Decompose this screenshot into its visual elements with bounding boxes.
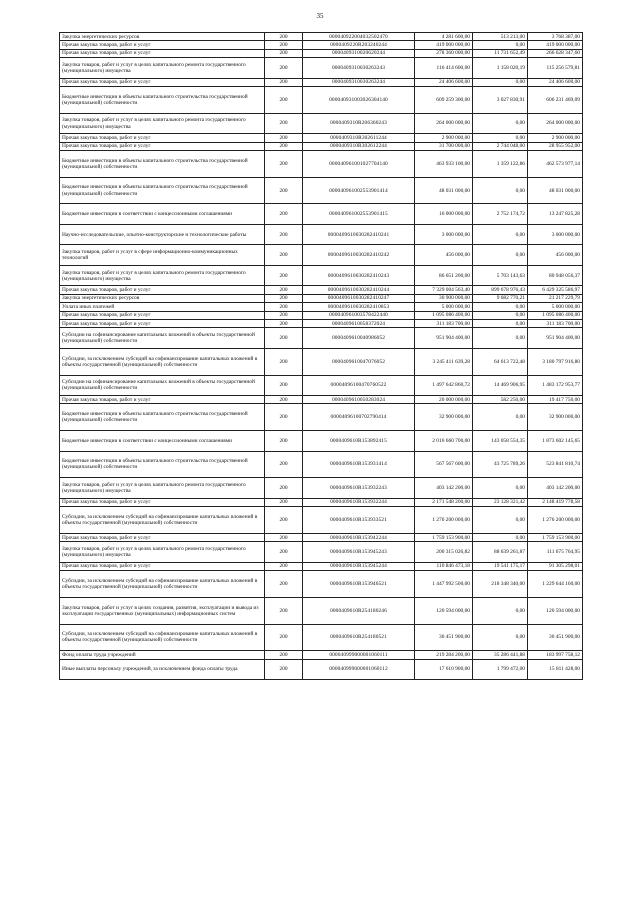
- expense-name-cell: Закупка энергетических ресурсов: [60, 33, 265, 41]
- approved-amount-cell: 567 567 600,00: [415, 451, 473, 478]
- budget-classification-code-cell: 0000409610030282410243: [303, 265, 415, 286]
- table-row: [60, 78, 583, 86]
- remaining-amount-cell: 80 948 056,37: [528, 265, 583, 286]
- executed-amount-cell: 2 752 174,72: [473, 204, 528, 225]
- approved-amount-cell: 1 276 200 000,00: [415, 507, 473, 534]
- budget-classification-code-cell: 0000409610R153945244: [303, 562, 415, 570]
- approved-amount-cell: 219 284 200,00: [415, 651, 473, 659]
- executed-amount-cell: 9 682 770,21: [473, 294, 528, 302]
- table-row: [60, 542, 583, 563]
- budget-classification-code-cell: 000040961002553901414: [303, 177, 415, 204]
- table-row: [60, 533, 583, 541]
- remaining-amount-cell: 183 997 758,12: [528, 651, 583, 659]
- table-row: [60, 507, 583, 534]
- line-code-cell: 200: [265, 375, 303, 396]
- approved-amount-cell: 7 329 004 563,40: [415, 286, 473, 294]
- remaining-amount-cell: 28 955 952,00: [528, 142, 583, 150]
- remaining-amount-cell: 1 095 086 400,00: [528, 311, 583, 319]
- line-code-cell: 200: [265, 265, 303, 286]
- expense-name-cell: Прочая закупка товаров, работ и услуг: [60, 311, 265, 319]
- budget-classification-code-cell: 0000409310030263244: [303, 78, 415, 86]
- remaining-amount-cell: 3 768 387,00: [528, 33, 583, 41]
- remaining-amount-cell: 5 000 000,00: [528, 303, 583, 311]
- remaining-amount-cell: 6 429 325 586,97: [528, 286, 583, 294]
- line-code-cell: 200: [265, 498, 303, 506]
- approved-amount-cell: 456 000,00: [415, 245, 473, 266]
- budget-classification-code-cell: 0000409610R153933521: [303, 507, 415, 534]
- approved-amount-cell: 48 031 000,00: [415, 177, 473, 204]
- line-code-cell: 200: [265, 142, 303, 150]
- budget-classification-code-cell: 0000409610R153931414: [303, 451, 415, 478]
- budget-classification-code-cell: 0000409610040986052: [303, 328, 415, 349]
- expense-name-cell: Бюджетные инвестиции в объекты капитального строительства государственной (муниципальной) собственности: [60, 87, 265, 114]
- budget-classification-code-cell: 0000409610R153945243: [303, 542, 415, 563]
- line-code-cell: 200: [265, 49, 303, 57]
- expense-name-cell: Бюджетные инвестиции в соответствии с концессионными соглашениями: [60, 204, 265, 225]
- remaining-amount-cell: 523 841 810,74: [528, 451, 583, 478]
- remaining-amount-cell: 311 183 700,00: [528, 319, 583, 327]
- approved-amount-cell: 110 846 473,18: [415, 562, 473, 570]
- table-body: [60, 33, 583, 680]
- remaining-amount-cell: 2 148 419 778,58: [528, 498, 583, 506]
- budget-classification-code-cell: 0000409610R254180246: [303, 597, 415, 624]
- executed-amount-cell: 5 703 143,63: [473, 265, 528, 286]
- expense-name-cell: Бюджетные инвестиции в объекты капитального строительства государственной (муниципальной) собственности: [60, 177, 265, 204]
- approved-amount-cell: 609 259 300,00: [415, 87, 473, 114]
- expense-name-cell: Субсидии, за исключением субсидий на софинансирование капитальных вложений в объекты государственной (муниципальной) собственности: [60, 348, 265, 375]
- approved-amount-cell: 32 900 000,00: [415, 404, 473, 431]
- executed-amount-cell: 3 027 830,91: [473, 87, 528, 114]
- expense-name-cell: Прочая закупка товаров, работ и услуг: [60, 562, 265, 570]
- line-code-cell: 200: [265, 294, 303, 302]
- executed-amount-cell: 0,00: [473, 319, 528, 327]
- remaining-amount-cell: 32 900 000,00: [528, 404, 583, 431]
- table-row: [60, 404, 583, 431]
- table-row: [60, 204, 583, 225]
- executed-amount-cell: 0,00: [473, 113, 528, 134]
- line-code-cell: 200: [265, 224, 303, 245]
- approved-amount-cell: 463 933 100,00: [415, 151, 473, 178]
- table-row: [60, 597, 583, 624]
- executed-amount-cell: 0,00: [473, 533, 528, 541]
- budget-classification-code-cell: 0000409610030282410244: [303, 286, 415, 294]
- executed-amount-cell: 0,00: [473, 134, 528, 142]
- approved-amount-cell: 1 447 992 500,00: [415, 571, 473, 598]
- executed-amount-cell: 0,00: [473, 78, 528, 86]
- budget-classification-code-cell: 0000409610047076052: [303, 348, 415, 375]
- remaining-amount-cell: 2 900 000,00: [528, 134, 583, 142]
- remaining-amount-cell: 120 594 000,00: [528, 597, 583, 624]
- executed-amount-cell: 0,00: [473, 311, 528, 319]
- remaining-amount-cell: 462 573 977,14: [528, 151, 583, 178]
- approved-amount-cell: 116 414 600,00: [415, 58, 473, 79]
- budget-classification-code-cell: 0000409610R153892415: [303, 431, 415, 452]
- budget-classification-code-cell: 000040931003026304140: [303, 87, 415, 114]
- line-code-cell: 200: [265, 396, 303, 404]
- remaining-amount-cell: 21 217 229,79: [528, 294, 583, 302]
- remaining-amount-cell: 24 406 600,00: [528, 78, 583, 86]
- line-code-cell: 200: [265, 33, 303, 41]
- budget-classification-code-cell: 0000409610R153946521: [303, 571, 415, 598]
- executed-amount-cell: 0,00: [473, 328, 528, 349]
- approved-amount-cell: 30 900 000,00: [415, 294, 473, 302]
- line-code-cell: 200: [265, 58, 303, 79]
- executed-amount-cell: 23 128 321,42: [473, 498, 528, 506]
- executed-amount-cell: 35 286 441,88: [473, 651, 528, 659]
- executed-amount-cell: 0,00: [473, 507, 528, 534]
- expense-name-cell: Субсидии, за исключением субсидий на софинансирование капитальных вложений в объекты государственной (муниципальной) собственности: [60, 571, 265, 598]
- line-code-cell: 200: [265, 404, 303, 431]
- approved-amount-cell: 1 497 642 860,72: [415, 375, 473, 396]
- table-row: [60, 348, 583, 375]
- remaining-amount-cell: 3 180 797 916,80: [528, 348, 583, 375]
- executed-amount-cell: 218 348 340,00: [473, 571, 528, 598]
- executed-amount-cell: 0,00: [473, 303, 528, 311]
- remaining-amount-cell: 48 031 000,00: [528, 177, 583, 204]
- table-row: [60, 431, 583, 452]
- remaining-amount-cell: 13 247 825,28: [528, 204, 583, 225]
- line-code-cell: 200: [265, 651, 303, 659]
- table-row: [60, 134, 583, 142]
- remaining-amount-cell: 3 000 000,00: [528, 224, 583, 245]
- budget-classification-code-cell: 00004096100702790414: [303, 404, 415, 431]
- table-row: [60, 396, 583, 404]
- expense-name-cell: Прочая закупка товаров, работ и услуг: [60, 533, 265, 541]
- remaining-amount-cell: 403 142 200,00: [528, 478, 583, 499]
- line-code-cell: 200: [265, 451, 303, 478]
- executed-amount-cell: 513 213,00: [473, 33, 528, 41]
- budget-classification-code-cell: 000040922004032502470: [303, 33, 415, 41]
- approved-amount-cell: 20 000 000,00: [415, 396, 473, 404]
- line-code-cell: 200: [265, 134, 303, 142]
- budget-classification-code-cell: 0000409610R153942244: [303, 533, 415, 541]
- remaining-amount-cell: 19 417 750,00: [528, 396, 583, 404]
- approved-amount-cell: 2 171 548 200,00: [415, 498, 473, 506]
- expense-name-cell: Субсидии, за исключением субсидий на софинансирование капитальных вложений в объекты государственной (муниципальной) собственности: [60, 507, 265, 534]
- executed-amount-cell: 0,00: [473, 224, 528, 245]
- approved-amount-cell: 311 183 700,00: [415, 319, 473, 327]
- remaining-amount-cell: 1 873 602 145,65: [528, 431, 583, 452]
- budget-classification-code-cell: 0000409610030282410241: [303, 224, 415, 245]
- executed-amount-cell: 0,00: [473, 624, 528, 651]
- budget-classification-code-cell: 0000409610030282410853: [303, 303, 415, 311]
- table-row: [60, 265, 583, 286]
- approved-amount-cell: 2 016 660 700,00: [415, 431, 473, 452]
- budget-classification-code-cell: 0000409610058372024: [303, 319, 415, 327]
- line-code-cell: 200: [265, 507, 303, 534]
- line-code-cell: 200: [265, 348, 303, 375]
- table-row: [60, 113, 583, 134]
- line-code-cell: 200: [265, 151, 303, 178]
- table-row: [60, 245, 583, 266]
- expense-name-cell: Научно-исследовательские, опытно-конструкторские и технологические работы: [60, 224, 265, 245]
- table-row: [60, 562, 583, 570]
- page-number: 35: [316, 12, 324, 20]
- line-code-cell: 200: [265, 41, 303, 49]
- budget-classification-code-cell: 000040961003578422440: [303, 311, 415, 319]
- approved-amount-cell: 264 000 000,00: [415, 113, 473, 134]
- table-row: [60, 571, 583, 598]
- expense-name-cell: Бюджетные инвестиции в соответствии с концессионными соглашениями: [60, 431, 265, 452]
- table-row: [60, 49, 583, 57]
- line-code-cell: 200: [265, 328, 303, 349]
- budget-classification-code-cell: 0000409220R203240244: [303, 41, 415, 49]
- expense-name-cell: Прочая закупка товаров, работ и услуг: [60, 319, 265, 327]
- expense-name-cell: Субсидии на софинансирование капитальных вложений в объекты государственной (муниципальной) собственности: [60, 328, 265, 349]
- expense-name-cell: Субсидии, за исключением субсидий на софинансирование капитальных вложений в объекты государственной (муниципальной) собственности: [60, 624, 265, 651]
- remaining-amount-cell: 606 231 469,09: [528, 87, 583, 114]
- approved-amount-cell: 2 900 000,00: [415, 134, 473, 142]
- line-code-cell: 200: [265, 533, 303, 541]
- expense-name-cell: Закупка товаров, работ и услуг в целях капитального ремонта государственного (муниципального) имущества: [60, 478, 265, 499]
- budget-classification-code-cell: 0000409310020620244: [303, 49, 415, 57]
- executed-amount-cell: 1 158 020,19: [473, 58, 528, 79]
- expense-name-cell: Фонд оплаты труда учреждений: [60, 651, 265, 659]
- budget-classification-code-cell: 0000409310R302611244: [303, 134, 415, 142]
- expense-name-cell: Прочая закупка товаров, работ и услуг: [60, 134, 265, 142]
- table-row: [60, 311, 583, 319]
- expense-name-cell: Закупка товаров, работ и услуг в целях капитального ремонта государственного (муниципального) имущества: [60, 265, 265, 286]
- executed-amount-cell: 2 744 048,00: [473, 142, 528, 150]
- expense-name-cell: Иные выплаты персоналу учреждений, за исключением фонда оплаты труда: [60, 659, 265, 680]
- expense-name-cell: Закупка энергетических ресурсов: [60, 294, 265, 302]
- expense-name-cell: Прочая закупка товаров, работ и услуг: [60, 41, 265, 49]
- table-row: [60, 142, 583, 150]
- table-row: [60, 651, 583, 659]
- executed-amount-cell: 11 731 652,49: [473, 49, 528, 57]
- remaining-amount-cell: 1 483 172 953,77: [528, 375, 583, 396]
- executed-amount-cell: 1 799 472,00: [473, 659, 528, 680]
- approved-amount-cell: 951 904 400,00: [415, 328, 473, 349]
- remaining-amount-cell: 1 759 153 900,00: [528, 533, 583, 541]
- budget-classification-code-cell: 0000409310R206360243: [303, 113, 415, 134]
- approved-amount-cell: 30 451 900,00: [415, 624, 473, 651]
- executed-amount-cell: 582 250,00: [473, 396, 528, 404]
- expense-name-cell: Прочая закупка товаров, работ и услуг: [60, 286, 265, 294]
- approved-amount-cell: 120 594 000,00: [415, 597, 473, 624]
- remaining-amount-cell: 951 904 400,00: [528, 328, 583, 349]
- executed-amount-cell: 43 725 789,26: [473, 451, 528, 478]
- table-row: [60, 328, 583, 349]
- table-row: [60, 478, 583, 499]
- expense-name-cell: Уплата иных платежей: [60, 303, 265, 311]
- executed-amount-cell: 0,00: [473, 597, 528, 624]
- remaining-amount-cell: 15 811 428,00: [528, 659, 583, 680]
- line-code-cell: 200: [265, 597, 303, 624]
- budget-classification-code-cell: 0000409310030263243: [303, 58, 415, 79]
- approved-amount-cell: 3 245 411 639,28: [415, 348, 473, 375]
- remaining-amount-cell: 30 451 900,00: [528, 624, 583, 651]
- table-row: [60, 87, 583, 114]
- line-code-cell: 200: [265, 562, 303, 570]
- executed-amount-cell: 0,00: [473, 245, 528, 266]
- executed-amount-cell: 143 058 554,35: [473, 431, 528, 452]
- expense-name-cell: Закупка товаров, работ и услуг в сфере информационно-коммуникационных технологий: [60, 245, 265, 266]
- line-code-cell: 200: [265, 431, 303, 452]
- line-code-cell: 200: [265, 204, 303, 225]
- expense-name-cell: Бюджетные инвестиции в объекты капитального строительства государственной (муниципальной) собственности: [60, 151, 265, 178]
- approved-amount-cell: 24 406 600,00: [415, 78, 473, 86]
- table-row: [60, 33, 583, 41]
- line-code-cell: 200: [265, 659, 303, 680]
- budget-classification-code-cell: 0000409610R153932243: [303, 478, 415, 499]
- expense-name-cell: Прочая закупка товаров, работ и услуг: [60, 49, 265, 57]
- executed-amount-cell: 0,00: [473, 41, 528, 49]
- table-row: [60, 319, 583, 327]
- expense-name-cell: Прочая закупка товаров, работ и услуг: [60, 78, 265, 86]
- expense-name-cell: Закупка товаров, работ и услуг в целях капитального ремонта государственного (муниципального) имущества: [60, 113, 265, 134]
- expense-name-cell: Закупка товаров, работ и услуг в целях капитального ремонта государственного (муниципального) имущества: [60, 542, 265, 563]
- table-row: [60, 58, 583, 79]
- budget-classification-code-cell: 000040961001027704140: [303, 151, 415, 178]
- expense-name-cell: Субсидии на софинансирование капитальных вложений в объекты государственной (муниципальной) собственности: [60, 375, 265, 396]
- remaining-amount-cell: 456 000,00: [528, 245, 583, 266]
- approved-amount-cell: 86 651 200,00: [415, 265, 473, 286]
- budget-classification-code-cell: 0000409610030282410242: [303, 245, 415, 266]
- approved-amount-cell: 31 700 000,00: [415, 142, 473, 150]
- budget-classification-code-cell: 000040999000001060111: [303, 651, 415, 659]
- expense-name-cell: Закупка товаров, работ и услуг в целях капитального ремонта государственного (муниципального) имущества: [60, 58, 265, 79]
- line-code-cell: 200: [265, 245, 303, 266]
- line-code-cell: 200: [265, 87, 303, 114]
- table-row: [60, 294, 583, 302]
- executed-amount-cell: 0,00: [473, 404, 528, 431]
- expense-name-cell: Закупка товаров, работ и услуг в целях создания, развития, эксплуатации и вывода из эксплуатации государственных (муниципальных) информационных систем: [60, 597, 265, 624]
- table-row: [60, 224, 583, 245]
- table-row: [60, 659, 583, 680]
- table-row: [60, 624, 583, 651]
- executed-amount-cell: 899 678 976,43: [473, 286, 528, 294]
- executed-amount-cell: 1 359 122,86: [473, 151, 528, 178]
- approved-amount-cell: 1 759 153 900,00: [415, 533, 473, 541]
- budget-classification-code-cell: 0000409610R254180521: [303, 624, 415, 651]
- approved-amount-cell: 3 000 000,00: [415, 224, 473, 245]
- approved-amount-cell: 403 142 200,00: [415, 478, 473, 499]
- table-row: [60, 151, 583, 178]
- line-code-cell: 200: [265, 303, 303, 311]
- line-code-cell: 200: [265, 624, 303, 651]
- budget-classification-code-cell: 0000409610R153932244: [303, 498, 415, 506]
- executed-amount-cell: 0,00: [473, 478, 528, 499]
- line-code-cell: 200: [265, 542, 303, 563]
- approved-amount-cell: 17 610 900,00: [415, 659, 473, 680]
- line-code-cell: 200: [265, 78, 303, 86]
- table-row: [60, 303, 583, 311]
- executed-amount-cell: 19 541 175,17: [473, 562, 528, 570]
- executed-amount-cell: 14 469 906,95: [473, 375, 528, 396]
- approved-amount-cell: 200 315 026,82: [415, 542, 473, 563]
- budget-execution-table: [59, 32, 583, 680]
- executed-amount-cell: 64 613 722,48: [473, 348, 528, 375]
- budget-classification-code-cell: 0000409610030282410247: [303, 294, 415, 302]
- table-row: [60, 451, 583, 478]
- expense-name-cell: Прочая закупка товаров, работ и услуг: [60, 142, 265, 150]
- line-code-cell: 200: [265, 177, 303, 204]
- remaining-amount-cell: 115 256 579,81: [528, 58, 583, 79]
- line-code-cell: 200: [265, 478, 303, 499]
- table-row: [60, 41, 583, 49]
- approved-amount-cell: 5 000 000,00: [415, 303, 473, 311]
- executed-amount-cell: 0,00: [473, 177, 528, 204]
- remaining-amount-cell: 111 675 764,95: [528, 542, 583, 563]
- remaining-amount-cell: 91 305 298,01: [528, 562, 583, 570]
- budget-classification-code-cell: 0000409610050283024: [303, 396, 415, 404]
- remaining-amount-cell: 1 276 200 000,00: [528, 507, 583, 534]
- table-row: [60, 286, 583, 294]
- remaining-amount-cell: 1 229 644 160,00: [528, 571, 583, 598]
- remaining-amount-cell: 266 628 347,60: [528, 49, 583, 57]
- budget-classification-code-cell: 000040961002553901415: [303, 204, 415, 225]
- budget-classification-code-cell: 00004096100470760522: [303, 375, 415, 396]
- approved-amount-cell: 419 000 000,00: [415, 41, 473, 49]
- table-row: [60, 177, 583, 204]
- line-code-cell: 200: [265, 571, 303, 598]
- table-row: [60, 375, 583, 396]
- executed-amount-cell: 88 639 261,87: [473, 542, 528, 563]
- remaining-amount-cell: 264 000 000,00: [528, 113, 583, 134]
- expense-name-cell: Бюджетные инвестиции в объекты капитального строительства государственной (муниципальной) собственности: [60, 404, 265, 431]
- expense-name-cell: Прочая закупка товаров, работ и услуг: [60, 498, 265, 506]
- approved-amount-cell: 1 095 086 400,00: [415, 311, 473, 319]
- expense-name-cell: Прочая закупка товаров, работ и услуг: [60, 396, 265, 404]
- budget-classification-code-cell: 0000409310R302612244: [303, 142, 415, 150]
- line-code-cell: 200: [265, 286, 303, 294]
- table-row: [60, 498, 583, 506]
- approved-amount-cell: 4 281 600,00: [415, 33, 473, 41]
- expense-name-cell: Бюджетные инвестиции в объекты капитального строительства государственной (муниципальной) собственности: [60, 451, 265, 478]
- line-code-cell: 200: [265, 113, 303, 134]
- line-code-cell: 200: [265, 311, 303, 319]
- approved-amount-cell: 278 360 000,00: [415, 49, 473, 57]
- approved-amount-cell: 16 000 000,00: [415, 204, 473, 225]
- remaining-amount-cell: 419 000 000,00: [528, 41, 583, 49]
- budget-classification-code-cell: 000040999000001060112: [303, 659, 415, 680]
- line-code-cell: 200: [265, 319, 303, 327]
